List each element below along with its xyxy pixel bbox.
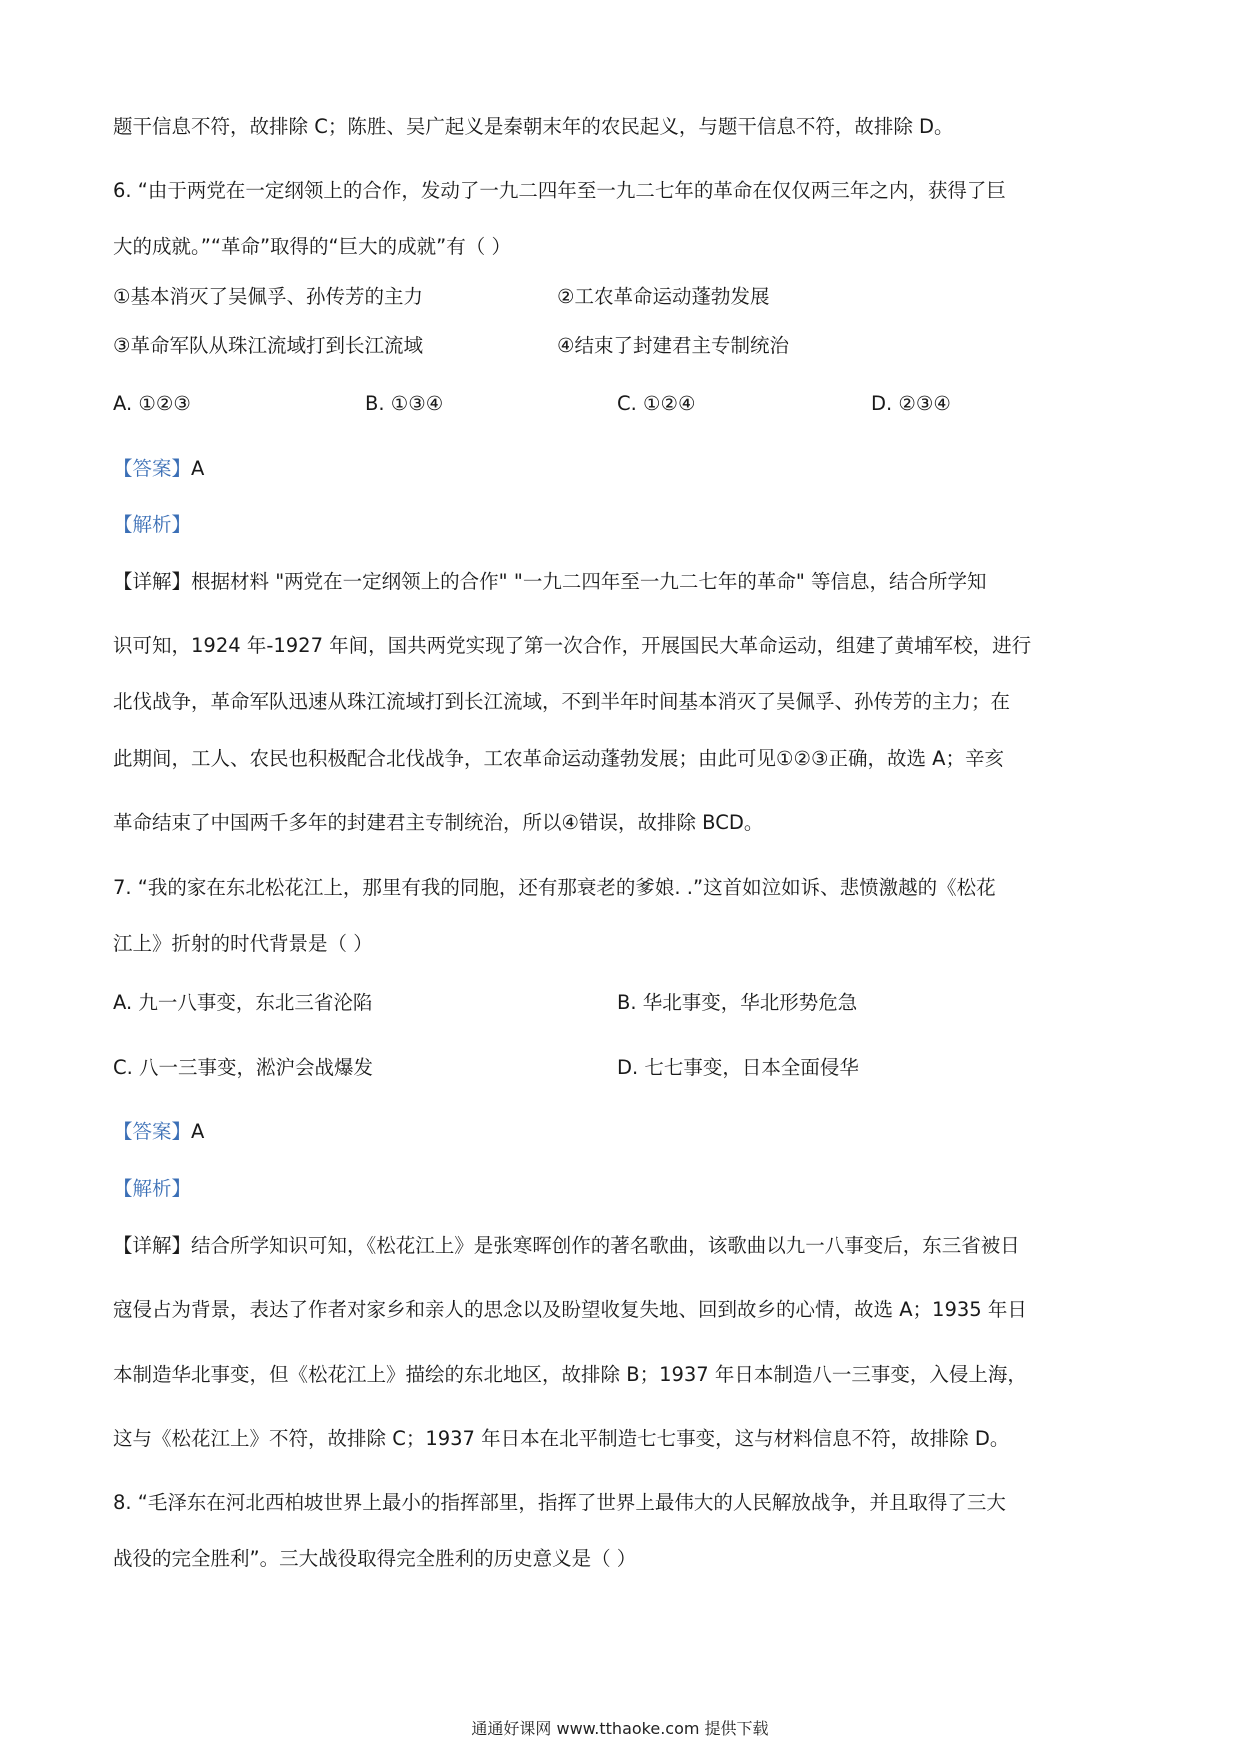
q7-option-d: D. 七七事变，日本全面侵华	[617, 1056, 859, 1079]
q6-detail-line-4: 此期间，工人、农民也积极配合北伐战争，工农革命运动蓬勃发展；由此可见①②③正确，故选 A；辛亥	[113, 747, 1004, 770]
q6-answer	[113, 455, 1133, 483]
q7-detail-line-2: 寇侵占为背景，表达了作者对家乡和亲人的思念以及盼望收复失地、回到故乡的心情，故选 A；1935 年日	[113, 1298, 1027, 1321]
q5-explanation-tail: 题干信息不符，故排除 C；陈胜、吴广起义是秦朝末年的农民起义，与题干信息不符，故排除 D。	[113, 115, 954, 138]
q6-detail-line-1	[113, 568, 1133, 596]
answer-label: 【答案】	[113, 457, 192, 480]
answer-label: 【答案】	[113, 1120, 192, 1143]
q6-option-d: D. ②③④	[871, 392, 951, 415]
q6-detail-line-3: 北伐战争，革命军队迅速从珠江流域打到长江流域，不到半年时间基本消灭了吴佩孚、孙传芳的主力；在	[113, 690, 1011, 713]
q6-stem-line-2: 大的成就。”“革命”取得的“巨大的成就”有（ ）	[113, 235, 511, 258]
q6-item-3: ③革命军队从珠江流域打到长江流域	[113, 334, 423, 357]
q7-detail-line-1	[113, 1232, 1133, 1260]
q7-detail-line-3: 本制造华北事变，但《松花江上》描绘的东北地区，故排除 B；1937 年日本制造八一三事变，入侵上海，	[113, 1363, 1027, 1386]
q7-detail-line-4: 这与《松花江上》不符，故排除 C；1937 年日本在北平制造七七事变，这与材料信息不符，故排除 D。	[113, 1427, 1010, 1450]
q6-detail-line-2: 识可知，1924 年-1927 年间，国共两党实现了第一次合作，开展国民大革命运动，组建了黄埔军校，进行	[113, 634, 1032, 657]
q8-stem-line-1: 8. “毛泽东在河北西柏坡世界上最小的指挥部里，指挥了世界上最伟大的人民解放战争，并且取得了三大	[113, 1491, 1006, 1514]
q6-option-a: A. ①②③	[113, 392, 191, 415]
detail-label: 【详解】	[113, 570, 192, 593]
detail-label: 【详解】	[113, 1234, 192, 1257]
q6-item-4: ④结束了封建君主专制统治	[557, 334, 789, 357]
q6-stem-line-1: 6. “由于两党在一定纲领上的合作，发动了一九二四年至一九二七年的革命在仅仅两三年之内，获得了巨	[113, 179, 1006, 202]
q6-analysis-label	[113, 511, 1133, 539]
q7-stem-line-1: 7. “我的家在东北松花江上，那里有我的同胞，还有那衰老的爹娘. .”这首如泣如诉、悲愤激越的《松花	[113, 876, 996, 899]
q6-option-c: C. ①②④	[617, 392, 696, 415]
q6-item-1: ①基本消灭了吴佩孚、孙传芳的主力	[113, 285, 423, 308]
answer-value: A	[191, 1120, 205, 1143]
q7-option-c: C. 八一三事变，淞沪会战爆发	[113, 1056, 374, 1079]
q7-stem-line-2: 江上》折射的时代背景是（ ）	[113, 932, 373, 955]
q6-item-2: ②工农革命运动蓬勃发展	[557, 285, 770, 308]
q7-analysis-label	[113, 1175, 1133, 1203]
page-footer: 通通好课网 www.tthaoke.com 提供下载	[471, 1719, 769, 1738]
q6-option-b: B. ①③④	[365, 392, 444, 415]
q7-answer	[113, 1118, 1133, 1146]
q7-option-a: A. 九一八事变，东北三省沦陷	[113, 991, 373, 1014]
q7-option-b: B. 华北事变，华北形势危急	[617, 991, 858, 1014]
answer-value: A	[191, 457, 205, 480]
analysis-label: 【解析】	[113, 513, 192, 536]
q8-stem-line-2: 战役的完全胜利”。三大战役取得完全胜利的历史意义是（ ）	[113, 1547, 637, 1570]
detail-text: 根据材料 "两党在一定纲领上的合作" "一九二四年至一九二七年的革命" 等信息，结合所学知	[191, 570, 987, 593]
detail-text: 结合所学知识可知，《松花江上》是张寒晖创作的著名歌曲，该歌曲以九一八事变后，东三省被日	[191, 1234, 1020, 1257]
analysis-label: 【解析】	[113, 1177, 192, 1200]
q6-detail-line-5: 革命结束了中国两千多年的封建君主专制统治，所以④错误，故排除 BCD。	[113, 811, 764, 834]
